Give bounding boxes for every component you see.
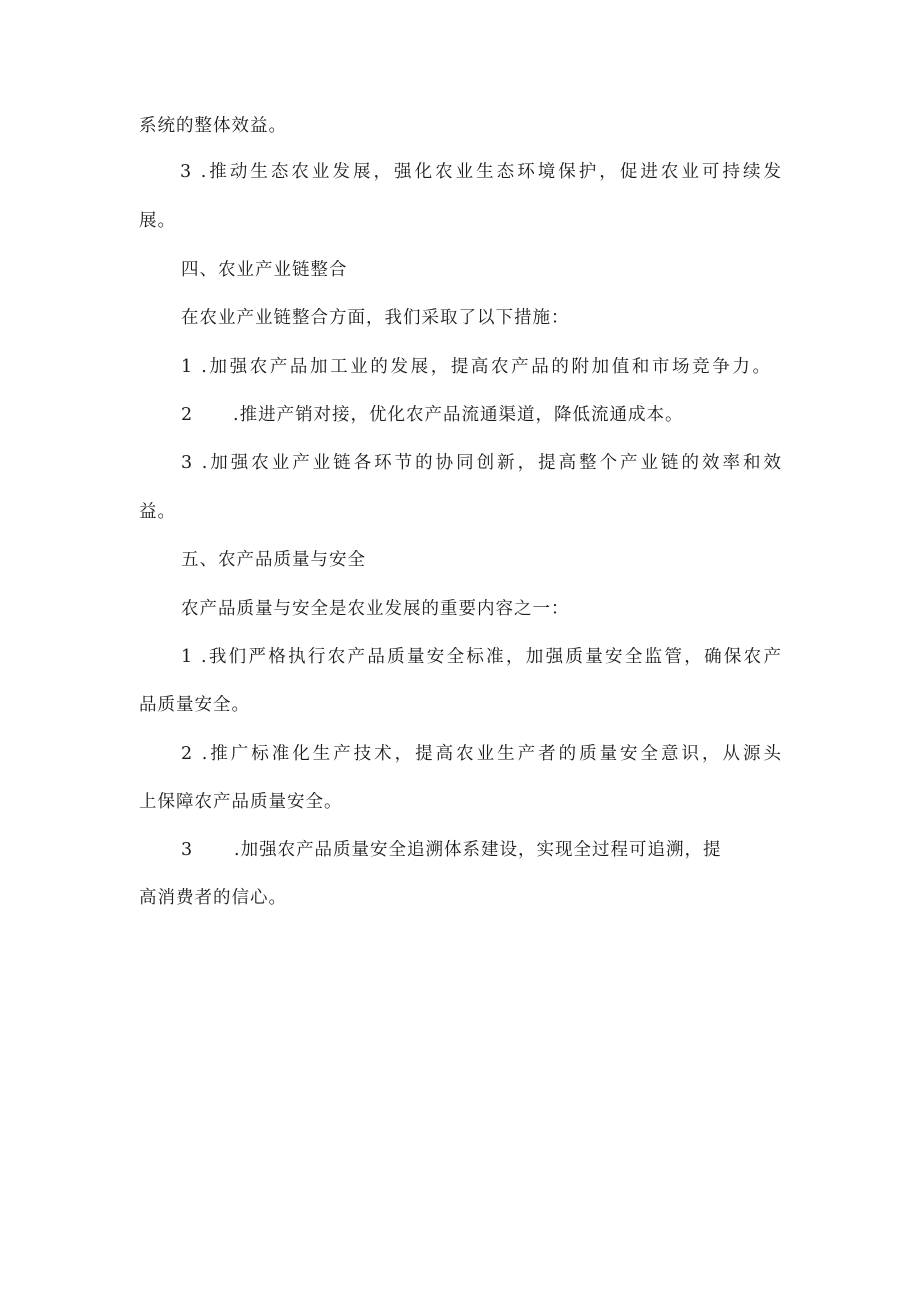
list-item-text: 1 .我们严格执行农产品质量安全标准，加强质量安全监管，确保农产 (181, 647, 782, 667)
text-line: 系统的整体效益。 (139, 116, 287, 136)
text-line: 上保障农产品质量安全。 (139, 792, 343, 812)
section-heading: 四、农业产业链整合 (181, 260, 348, 280)
text-line: 品质量安全。 (139, 695, 250, 715)
text-line: 展。 (139, 211, 176, 231)
list-item-text: .加强农产品质量安全追溯体系建设，实现全过程可追溯，提 (234, 840, 722, 860)
list-item-number: 3 (181, 840, 194, 860)
list-item-text: 3 .加强农业产业链各环节的协同创新，提高整个产业链的效率和效 (181, 453, 782, 473)
text-line: 益。 (139, 502, 176, 522)
list-item-text: 3 .推动生态农业发展，强化农业生态环境保护，促进农业可持续发 (180, 162, 782, 182)
section-heading: 五、农产品质量与安全 (181, 550, 366, 570)
list-item-text: 2 .推广标准化生产技术，提高农业生产者的质量安全意识，从源头 (181, 744, 782, 764)
list-item-text: 1 .加强农产品加工业的发展，提高农产品的附加值和市场竞争力。 (181, 357, 771, 377)
text-line: 高消费者的信心。 (139, 888, 287, 908)
text-line: 在农业产业链整合方面，我们采取了以下措施： (181, 308, 570, 328)
list-item-text: .推进产销对接，优化农产品流通渠道，降低流通成本。 (233, 405, 684, 425)
list-item-number: 2 (181, 405, 194, 425)
text-line: 农产品质量与安全是农业发展的重要内容之一： (181, 599, 570, 619)
